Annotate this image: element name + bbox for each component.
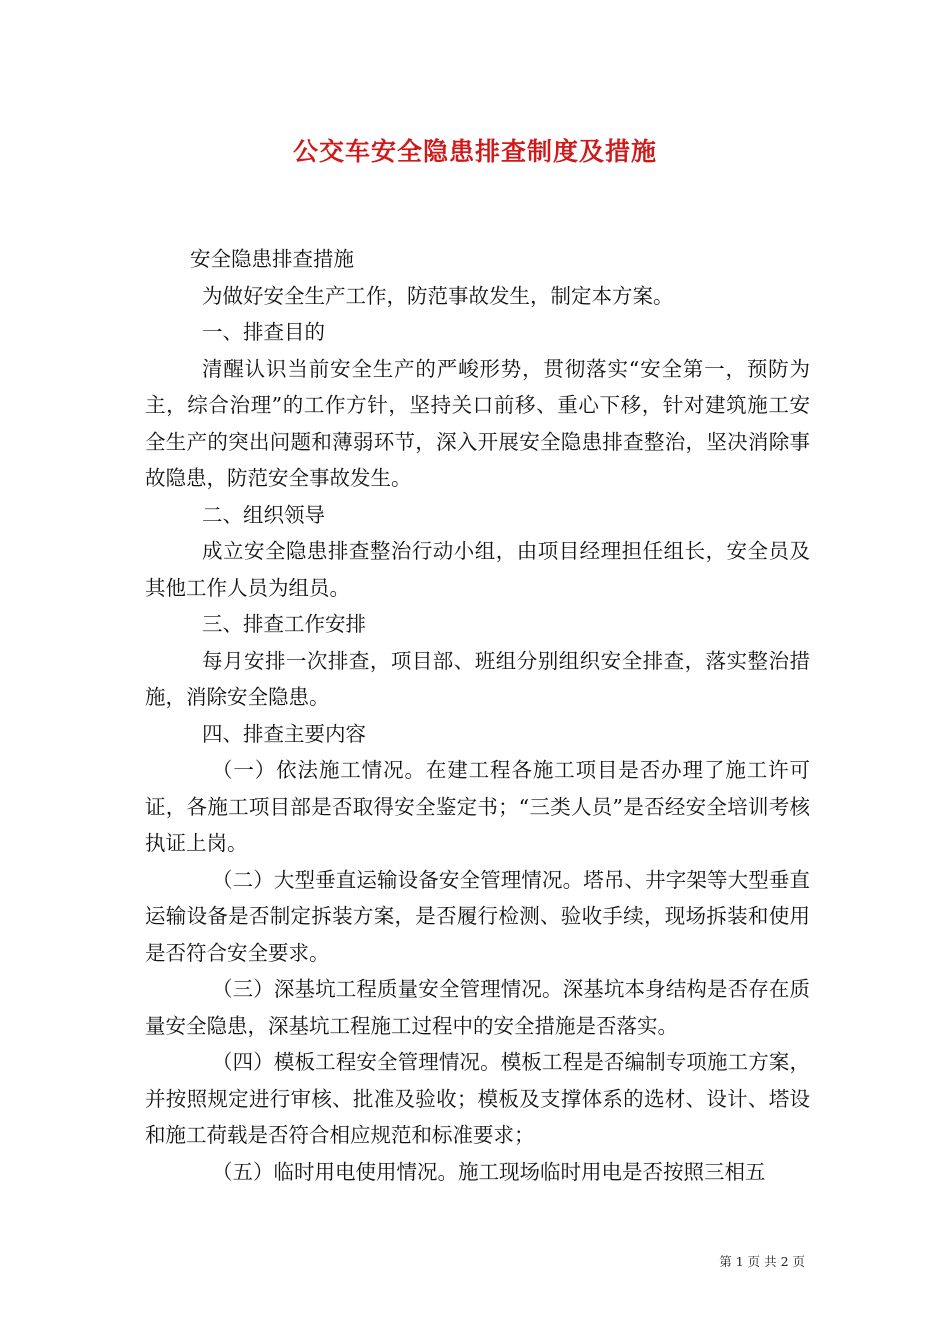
paragraph: （四）模板工程安全管理情况。模板工程是否编制专项施工方案，并按照规定进行审核、批准及验收；模板及支撑体系的选材、设计、塔设和施工荷载是否符合相应规范和标准要求； [145, 1050, 810, 1147]
paragraph: 成立安全隐患排查整治行动小组，由项目经理担任组长，安全员及其他工作人员为组员。 [145, 539, 810, 600]
paragraph: （二）大型垂直运输设备安全管理情况。塔吊、井字架等大型垂直运输设备是否制定拆装方案，是否履行检测、验收手续，现场拆装和使用是否符合安全要求。 [145, 867, 810, 965]
section-heading: 二、组织领导 [202, 502, 325, 527]
paragraph: 每月安排一次排查，项目部、班组分别组织安全排查，落实整治措施，消除安全隐患。 [145, 648, 810, 709]
paragraph: （五）临时用电使用情况。施工现场临时用电是否按照三相五 [212, 1159, 766, 1184]
section-heading: 四、排查主要内容 [202, 721, 366, 746]
document-body [145, 241, 810, 1190]
section-heading: 一、排查目的 [202, 320, 325, 344]
paragraph: （三）深基坑工程质量安全管理情况。深基坑本身结构是否存在质量安全隐患，深基坑工程施工过程中的安全措施是否落实。 [145, 977, 810, 1038]
paragraph-heading: 安全隐患排查措施 [190, 247, 354, 271]
paragraph: 清醒认识当前安全生产的严峻形势，贯彻落实“安全第一，预防为主，综合治理”的工作方针，坚持关口前移、重心下移，针对建筑施工安全生产的突出问题和薄弱环节，深入开展安全隐患排查整治，坚决消除事故隐患，防范安全事故发生。 [145, 356, 810, 490]
section-heading: 三、排查工作安排 [202, 612, 366, 636]
paragraph: （一）依法施工情况。在建工程各施工项目是否办理了施工许可证，各施工项目部是否取得安全鉴定书；“三类人员”是否经安全培训考核执证上岗。 [145, 758, 810, 855]
page-indicator: 第 1 页 共 2 页 [719, 1254, 805, 1269]
paragraph: 为做好安全生产工作，防范事故发生，制定本方案。 [202, 283, 674, 308]
document-title: 公交车安全隐患排查制度及措施 [292, 137, 657, 166]
